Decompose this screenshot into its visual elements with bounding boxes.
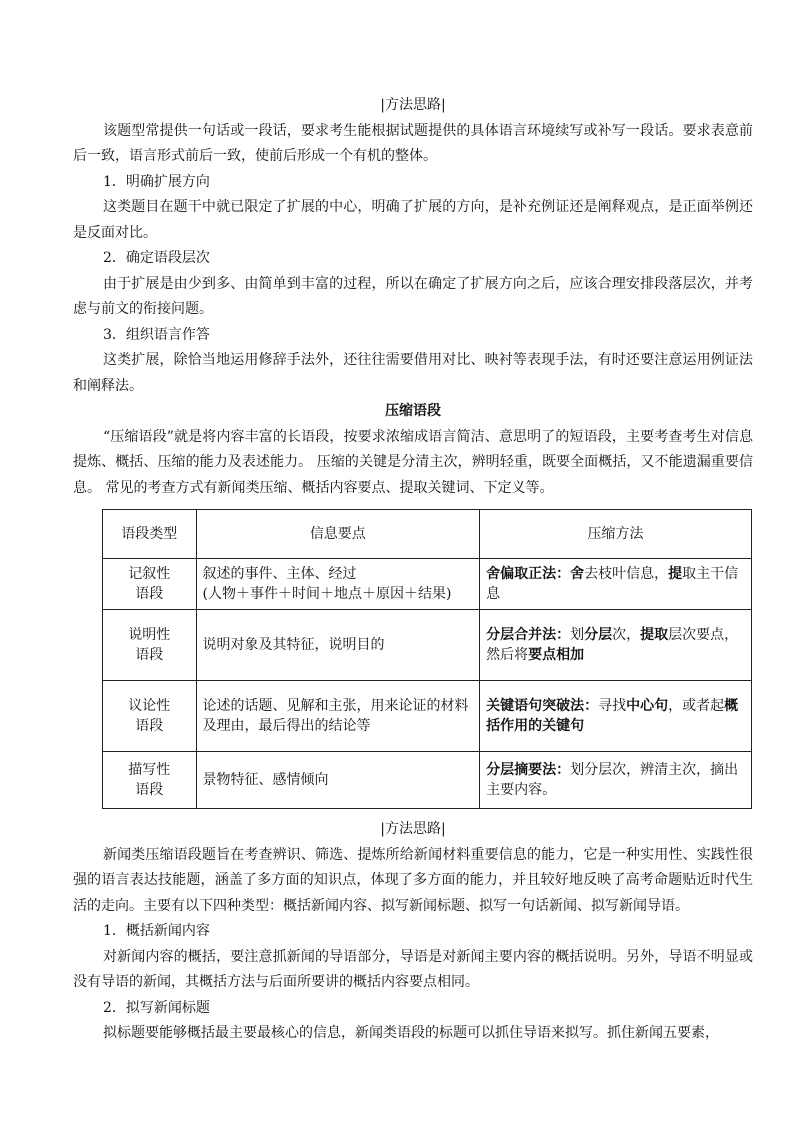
cell-type	[103, 559, 197, 610]
method-keyword: 概括作用的关键句	[486, 698, 739, 734]
method-text: 次，	[612, 627, 641, 643]
method-keyword: 要点相加	[528, 647, 585, 663]
type-line: 语段	[135, 718, 164, 734]
news-point1-text: 对新闻内容的概括，要注意抓新闻的导语部分，导语是对新闻主要内容的概括说明。另外，导语不明显或没有导语的新闻，其概括方法与后面所要讲的概括内容要点相同。	[73, 948, 753, 990]
expand-point1-text: 这类题目在题干中就已限定了扩展的中心，明确了扩展的方向，是补充例证还是阐释观点，是正面举例还是反面对比。	[73, 199, 753, 241]
info-line: 叙述的事件、主体、经过	[202, 566, 357, 582]
cell-type	[103, 610, 197, 681]
method-heading-2: |方法思路|	[380, 821, 446, 837]
cell-type	[103, 752, 197, 809]
table-header-method: 压缩方法	[480, 510, 752, 559]
method-text: 去枝叶信息，	[584, 566, 669, 582]
table-row	[103, 681, 752, 752]
cell-info: 景物特征、感情倾向	[196, 752, 480, 809]
method-text: 划分层次，辨清主次，摘出主要内容。	[486, 762, 739, 798]
cell-type	[103, 681, 197, 752]
method-label: 分层合并法：	[486, 627, 571, 643]
table-row	[103, 610, 752, 681]
type-line: 记叙性	[128, 566, 171, 582]
cell-info: 说明对象及其特征，说明目的	[196, 610, 480, 681]
cell-method	[480, 752, 752, 809]
method-text: 取主干信息	[486, 566, 739, 602]
document-page	[73, 93, 753, 1047]
expand-intro: 该题型常提供一句话或一段话，要求考生能根据试题提供的具体语言环境续写或补写一段话。要求表意前后一致，语言形式前后一致，使前后形成一个有机的整体。	[73, 122, 753, 164]
news-point1-title: 1．概括新闻内容	[103, 923, 210, 939]
cell-info	[196, 559, 480, 610]
method-text: 划	[570, 627, 585, 643]
cell-info: 论述的话题、见解和主张，用来论证的材料及理由，最后得出的结论等	[196, 681, 480, 752]
method-label: 舍偏取正法：	[486, 566, 571, 582]
method-label: 关键语句突破法：	[486, 698, 599, 714]
method-keyword: 提取	[640, 627, 669, 643]
compress-section-title: 压缩语段	[385, 403, 441, 419]
type-line: 议论性	[128, 698, 171, 714]
type-line: 说明性	[128, 627, 171, 643]
method-keyword: 中心句	[626, 698, 669, 714]
method-keyword: 分层	[584, 627, 613, 643]
news-point2-text: 拟标题要能够概括最主要最核心的信息，新闻类语段的标题可以抓住导语来拟写。抓住新闻五要素，	[103, 1025, 719, 1041]
type-line: 语段	[135, 782, 164, 798]
table-header-row	[103, 510, 752, 559]
cell-method	[480, 559, 752, 610]
method-keyword: 提	[668, 566, 683, 582]
compress-intro: “压缩语段”就是将内容丰富的长语段，按要求浓缩成语言简洁、意思明了的短语段，主要考查考生对信息提炼、概括、压缩的能力及表述能力。 压缩的关键是分清主次，辨明轻重，既要全面概括，又不能遗漏重要信息。 常见的考查方式有新闻类压缩、概括内容要点、提取关键词、下定义等。	[73, 428, 753, 496]
method-label: 分层摘要法：	[486, 762, 571, 778]
expand-point2-title: 2．确定语段层次	[103, 250, 210, 266]
type-line: 语段	[135, 647, 164, 663]
expand-point3-text: 这类扩展，除恰当地运用修辞手法外，还往往需要借用对比、映衬等表现手法，有时还要注意运用例证法和阐释法。	[73, 352, 753, 394]
expand-point1-title: 1．明确扩展方向	[103, 173, 210, 190]
expand-point3-title: 3．组织语言作答	[103, 326, 210, 343]
news-intro: 新闻类压缩语段题旨在考查辨识、筛选、提炼所给新闻材料重要信息的能力，它是一种实用性、实践性很强的语言表达技能题，涵盖了多方面的知识点，体现了多方面的能力，并且较好地反映了高考命题贴近时代生活的走向。主要有以下四种类型：概括新闻内容、拟写新闻标题、拟写一句话新闻、拟写新闻导语。	[73, 846, 753, 914]
method-text: ，或者起	[668, 698, 725, 714]
table-row	[103, 752, 752, 809]
method-heading-1: |方法思路|	[380, 97, 446, 113]
cell-method	[480, 681, 752, 752]
news-point2-title: 2．拟写新闻标题	[103, 999, 210, 1016]
compression-table	[102, 509, 752, 809]
expand-point2-text: 由于扩展是由少到多、由简单到丰富的过程，所以在确定了扩展方向之后，应该合理安排段落层次，并考虑与前文的衔接问题。	[73, 275, 753, 317]
cell-method	[480, 610, 752, 681]
type-line: 语段	[135, 586, 164, 602]
table-header-info: 信息要点	[196, 510, 480, 559]
method-text: 层次要点，然后将	[486, 627, 739, 663]
method-text: 寻找	[598, 698, 627, 714]
info-line: (人物＋事件＋时间＋地点＋原因＋结果)	[202, 586, 452, 602]
type-line: 描写性	[128, 762, 171, 778]
table-row	[103, 559, 752, 610]
table-header-type: 语段类型	[103, 510, 197, 559]
method-keyword: 舍	[570, 566, 585, 582]
